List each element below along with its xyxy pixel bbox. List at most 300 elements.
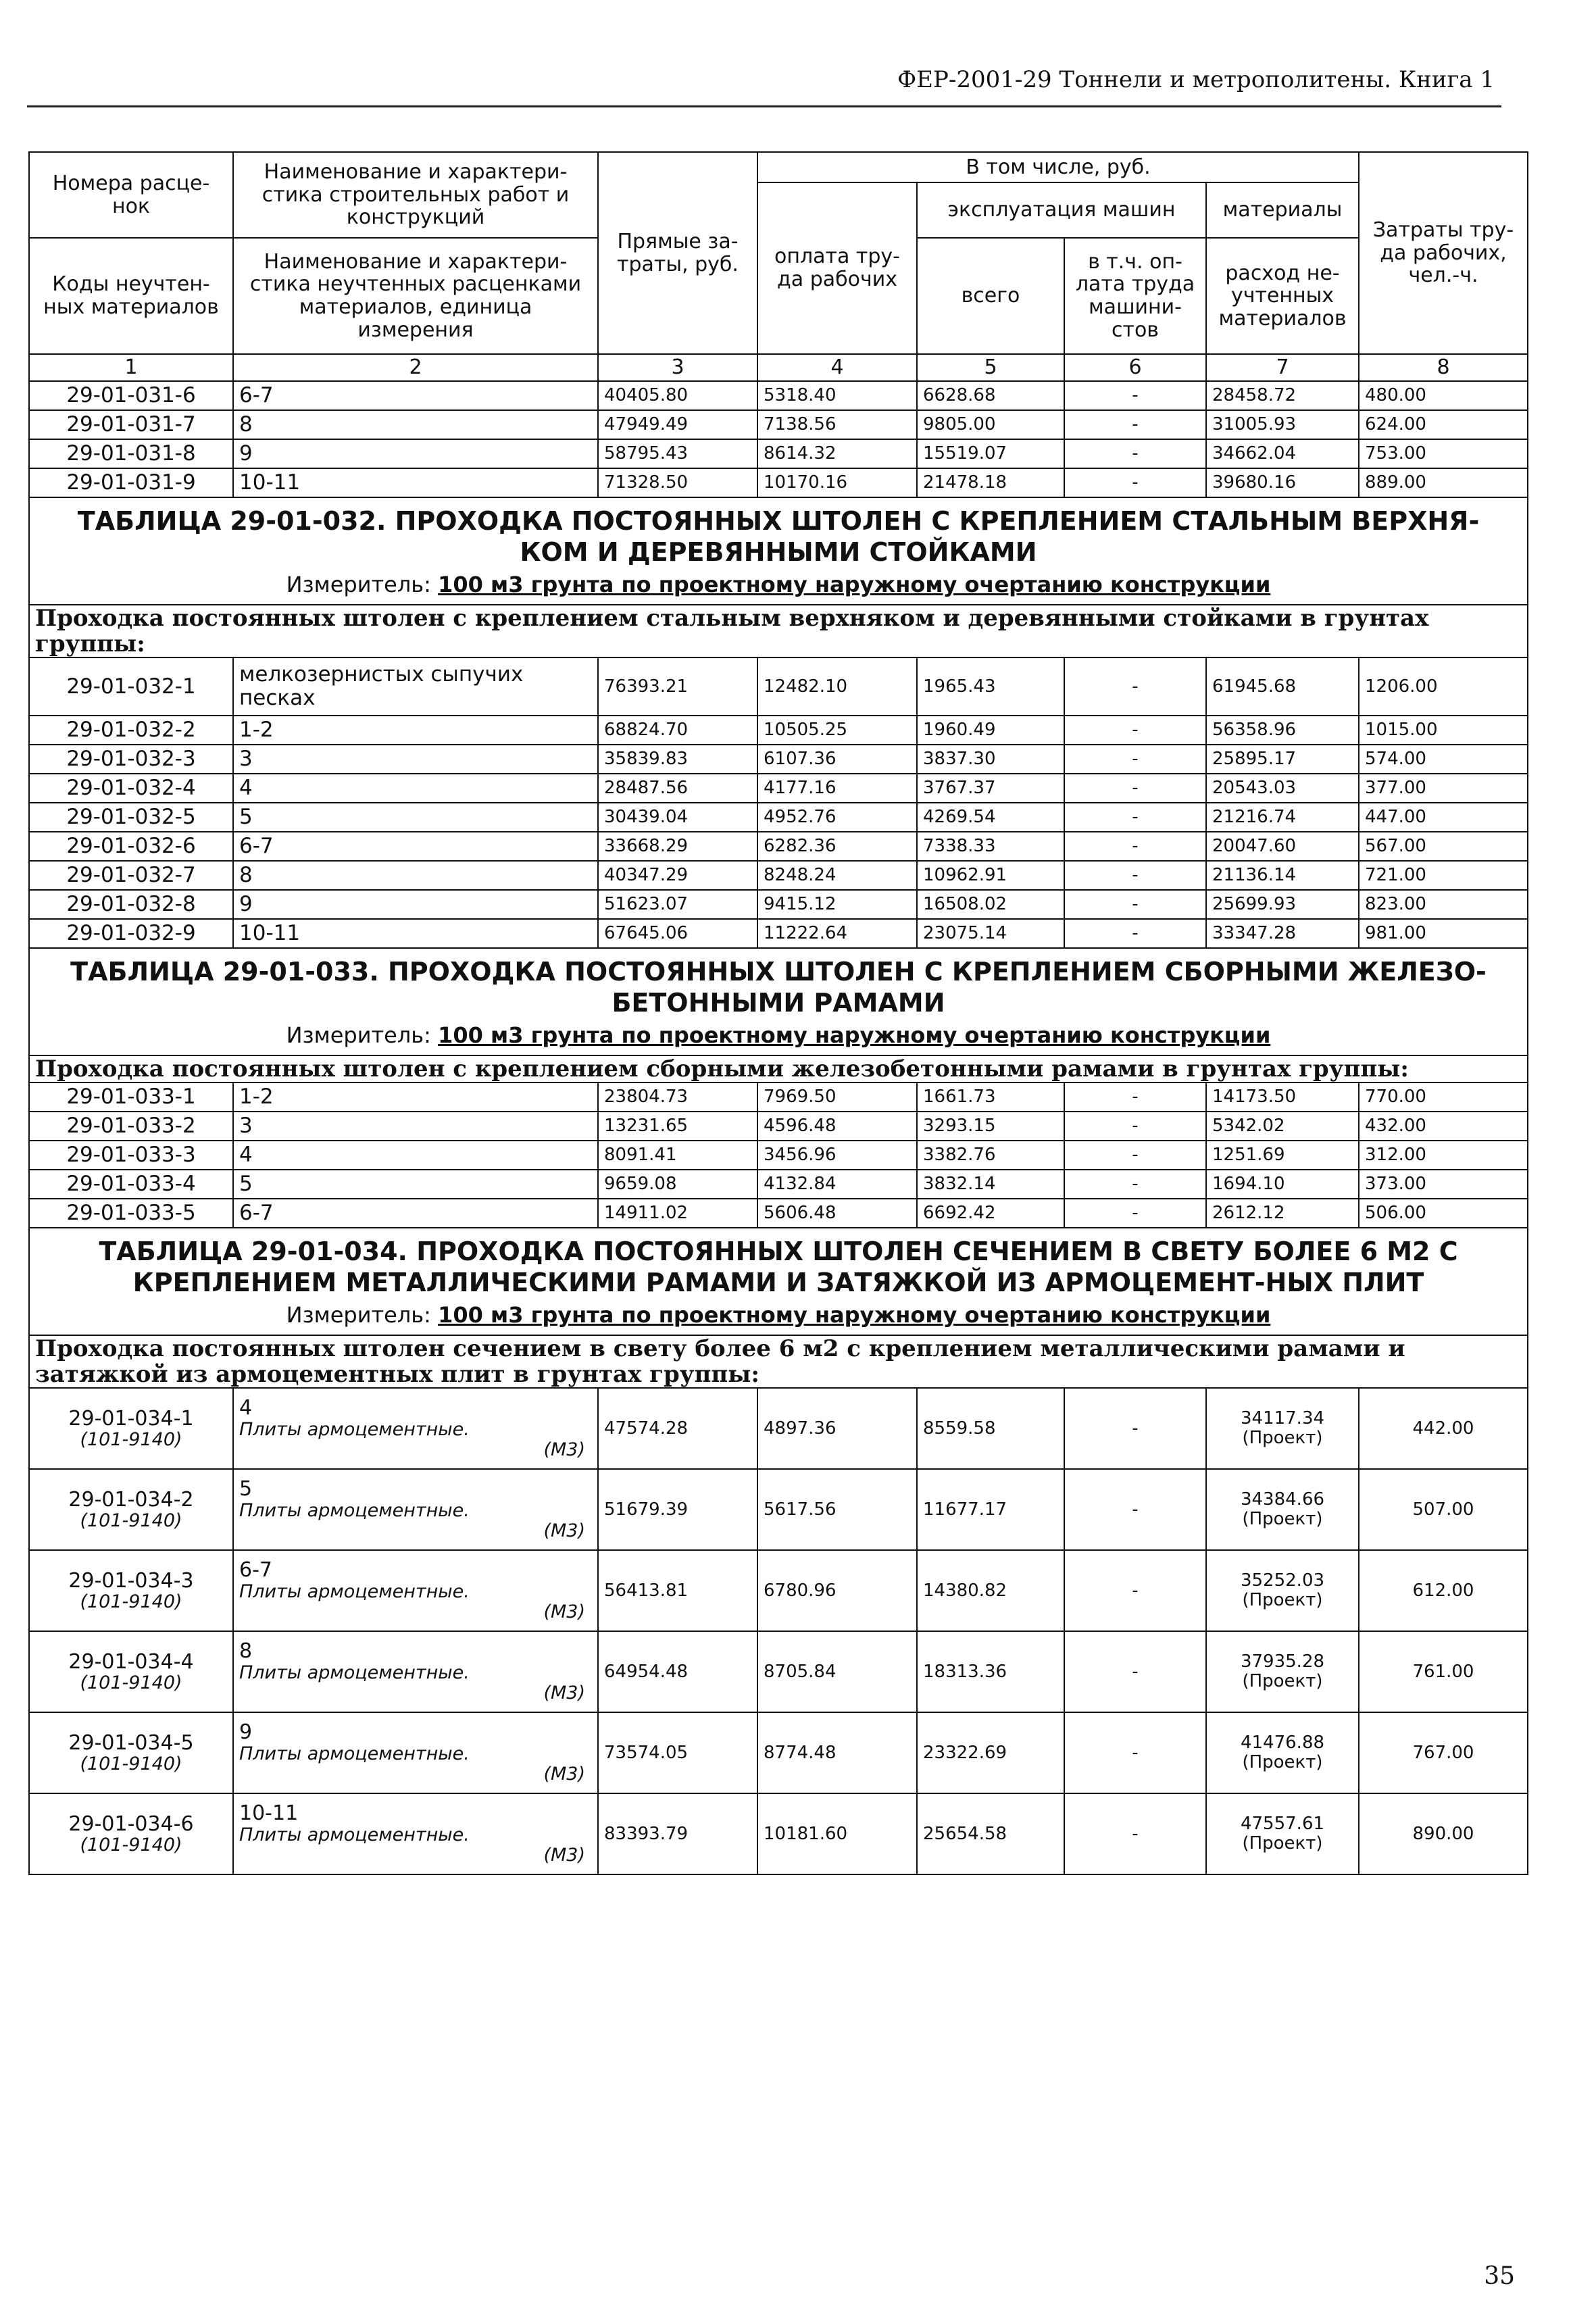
rate-code: 29-01-032-9 xyxy=(29,919,233,948)
materials-cell xyxy=(1206,1388,1359,1469)
wages-cost: 4596.48 xyxy=(757,1112,917,1141)
machine-wages-cost: - xyxy=(1064,410,1206,439)
direct-cost: 13231.65 xyxy=(598,1112,757,1141)
wages-cost: 5617.56 xyxy=(757,1469,917,1550)
materials-cost: 20047.60 xyxy=(1206,832,1359,861)
wages-cost: 6282.36 xyxy=(757,832,917,861)
machines-cost: 9805.00 xyxy=(917,410,1064,439)
labor-hours: 574.00 xyxy=(1359,745,1528,774)
materials-cell xyxy=(1206,1631,1359,1712)
labor-hours: 447.00 xyxy=(1359,803,1528,832)
subheader-text: Проходка постоянных штолен с креплением стальным верхняком и деревянными стойками в грунтах группы: xyxy=(29,605,1528,657)
rate-code: 29-01-033-4 xyxy=(29,1170,233,1199)
direct-cost: 47949.49 xyxy=(598,410,757,439)
labor-hours: 506.00 xyxy=(1359,1199,1528,1228)
rate-name: 9 xyxy=(239,1720,253,1745)
machine-wages-cost: - xyxy=(1064,919,1206,948)
labor-hours: 1015.00 xyxy=(1359,716,1528,745)
materials-cost: 39680.16 xyxy=(1206,468,1359,497)
section-meter xyxy=(35,1298,1522,1335)
index-cell: 3 xyxy=(598,354,757,381)
rate-code: 29-01-032-3 xyxy=(29,745,233,774)
rate-code: 29-01-031-7 xyxy=(29,410,233,439)
hdr-mach-wages: в т.ч. оп-лата труда машини-стов xyxy=(1064,238,1206,354)
rate-name: 5 xyxy=(233,1170,598,1199)
hdr-mat-name: Наименование и характери-стика неучтенных расценками материалов, единица измерения xyxy=(233,238,598,354)
materials-note: (Проект) xyxy=(1242,1833,1323,1854)
machines-cost: 1960.49 xyxy=(917,716,1064,745)
rate-code-cell xyxy=(29,1631,233,1712)
machine-wages-cost: - xyxy=(1064,381,1206,410)
material-name: Плиты армоцементные. xyxy=(239,1581,470,1602)
section-meter xyxy=(35,568,1522,604)
machine-wages-cost: - xyxy=(1064,1631,1206,1712)
materials-cost: 37935.28 xyxy=(1240,1651,1325,1672)
rate-code: 29-01-033-1 xyxy=(29,1082,233,1112)
table-row xyxy=(29,381,1528,410)
machines-cost: 15519.07 xyxy=(917,439,1064,468)
material-name: Плиты армоцементные. xyxy=(239,1743,470,1764)
header-row xyxy=(29,152,1528,182)
machines-cost: 1661.73 xyxy=(917,1082,1064,1112)
materials-cost: 33347.28 xyxy=(1206,919,1359,948)
machine-wages-cost: - xyxy=(1064,861,1206,890)
direct-cost: 56413.81 xyxy=(598,1550,757,1631)
materials-cost: 34117.34 xyxy=(1240,1408,1325,1429)
direct-cost: 68824.70 xyxy=(598,716,757,745)
labor-hours: 312.00 xyxy=(1359,1141,1528,1170)
rate-code: 29-01-033-3 xyxy=(29,1141,233,1170)
material-unit: (М3) xyxy=(543,1683,585,1704)
machines-cost: 1965.43 xyxy=(917,657,1064,716)
table-row xyxy=(29,716,1528,745)
rate-name: 4 xyxy=(233,1141,598,1170)
section-meter xyxy=(35,1018,1522,1055)
header-rule xyxy=(27,105,1501,107)
materials-note: (Проект) xyxy=(1242,1752,1323,1773)
materials-cost: 28458.72 xyxy=(1206,381,1359,410)
machines-cost: 4269.54 xyxy=(917,803,1064,832)
section-title-cell xyxy=(29,497,1528,605)
table-row xyxy=(29,1388,1528,1469)
wages-cost: 10170.16 xyxy=(757,468,917,497)
material-unit: (М3) xyxy=(543,1520,585,1542)
material-unit: (М3) xyxy=(543,1439,585,1461)
table-subheader xyxy=(29,1335,1528,1388)
table-row xyxy=(29,657,1528,716)
rate-name: 3 xyxy=(233,745,598,774)
rate-name-cell xyxy=(233,1550,598,1631)
rate-code: 29-01-032-5 xyxy=(29,803,233,832)
rate-name: 6-7 xyxy=(233,381,598,410)
materials-cost: 1251.69 xyxy=(1206,1141,1359,1170)
wages-cost: 6780.96 xyxy=(757,1550,917,1631)
index-cell: 7 xyxy=(1206,354,1359,381)
rate-code: 29-01-031-8 xyxy=(29,439,233,468)
machine-wages-cost: - xyxy=(1064,832,1206,861)
machines-cost: 7338.33 xyxy=(917,832,1064,861)
labor-hours: 624.00 xyxy=(1359,410,1528,439)
material-code: (101-9140) xyxy=(80,1672,182,1694)
index-cell: 1 xyxy=(29,354,233,381)
labor-hours: 377.00 xyxy=(1359,774,1528,803)
machines-cost: 21478.18 xyxy=(917,468,1064,497)
machines-cost: 16508.02 xyxy=(917,890,1064,919)
index-cell: 2 xyxy=(233,354,598,381)
rate-code: 29-01-034-6 xyxy=(68,1812,194,1836)
rate-name: 4 xyxy=(233,774,598,803)
table-row xyxy=(29,832,1528,861)
index-row xyxy=(29,354,1528,381)
rate-code-cell xyxy=(29,1388,233,1469)
machine-wages-cost: - xyxy=(1064,745,1206,774)
section-title: ТАБЛИЦА 29-01-034. ПРОХОДКА ПОСТОЯННЫХ ШТОЛЕН СЕЧЕНИЕМ В СВЕТУ БОЛЕЕ 6 М2 С КРЕПЛЕНИЕМ МЕТАЛЛИЧЕСКИМИ РАМАМИ И ЗАТЯЖКОЙ ИЗ АРМОЦЕМЕНТ-НЫХ ПЛИТ xyxy=(99,1237,1458,1297)
labor-hours: 770.00 xyxy=(1359,1082,1528,1112)
material-code: (101-9140) xyxy=(80,1753,182,1775)
table-row xyxy=(29,1550,1528,1631)
direct-cost: 67645.06 xyxy=(598,919,757,948)
labor-hours: 442.00 xyxy=(1359,1388,1528,1469)
materials-cost: 21136.14 xyxy=(1206,861,1359,890)
machine-wages-cost: - xyxy=(1064,1550,1206,1631)
direct-cost: 71328.50 xyxy=(598,468,757,497)
machines-cost: 25654.58 xyxy=(917,1793,1064,1874)
wages-cost: 5318.40 xyxy=(757,381,917,410)
labor-hours: 889.00 xyxy=(1359,468,1528,497)
materials-cost: 1694.10 xyxy=(1206,1170,1359,1199)
wages-cost: 12482.10 xyxy=(757,657,917,716)
labor-hours: 753.00 xyxy=(1359,439,1528,468)
rate-code: 29-01-031-6 xyxy=(29,381,233,410)
machine-wages-cost: - xyxy=(1064,1469,1206,1550)
table-row xyxy=(29,1712,1528,1793)
material-unit: (М3) xyxy=(543,1845,585,1866)
labor-hours: 507.00 xyxy=(1359,1469,1528,1550)
rate-name-cell xyxy=(233,1469,598,1550)
materials-cost: 56358.96 xyxy=(1206,716,1359,745)
rate-code: 29-01-033-2 xyxy=(29,1112,233,1141)
rate-code: 29-01-032-7 xyxy=(29,861,233,890)
material-name: Плиты армоцементные. xyxy=(239,1824,470,1845)
machines-cost: 3382.76 xyxy=(917,1141,1064,1170)
materials-cost: 14173.50 xyxy=(1206,1082,1359,1112)
wages-cost: 11222.64 xyxy=(757,919,917,948)
direct-cost: 40405.80 xyxy=(598,381,757,410)
rates-grid xyxy=(28,151,1528,1875)
machine-wages-cost: - xyxy=(1064,1082,1206,1112)
table-subheader xyxy=(29,1055,1528,1082)
rate-name-cell xyxy=(233,1388,598,1469)
table-row xyxy=(29,1793,1528,1874)
labor-hours: 567.00 xyxy=(1359,832,1528,861)
running-header: ФЕР-2001-29 Тоннели и метрополитены. Книга 1 xyxy=(897,66,1495,93)
direct-cost: 58795.43 xyxy=(598,439,757,468)
table-row xyxy=(29,861,1528,890)
rate-code: 29-01-034-5 xyxy=(68,1731,194,1755)
machine-wages-cost: - xyxy=(1064,1388,1206,1469)
wages-cost: 3456.96 xyxy=(757,1141,917,1170)
direct-cost: 9659.08 xyxy=(598,1170,757,1199)
materials-cost: 20543.03 xyxy=(1206,774,1359,803)
rate-code: 29-01-034-4 xyxy=(68,1649,194,1674)
table-row xyxy=(29,468,1528,497)
material-code: (101-9140) xyxy=(80,1429,182,1451)
direct-cost: 23804.73 xyxy=(598,1082,757,1112)
direct-cost: 73574.05 xyxy=(598,1712,757,1793)
wages-cost: 4952.76 xyxy=(757,803,917,832)
rate-name: 10-11 xyxy=(233,468,598,497)
machines-cost: 3832.14 xyxy=(917,1170,1064,1199)
labor-hours: 721.00 xyxy=(1359,861,1528,890)
table-section-header xyxy=(29,497,1528,605)
machines-cost: 10962.91 xyxy=(917,861,1064,890)
rate-name: 8 xyxy=(239,1639,253,1664)
labor-hours: 480.00 xyxy=(1359,381,1528,410)
rate-name: 9 xyxy=(233,439,598,468)
direct-cost: 30439.04 xyxy=(598,803,757,832)
materials-cell xyxy=(1206,1793,1359,1874)
labor-hours: 890.00 xyxy=(1359,1793,1528,1874)
machines-cost: 18313.36 xyxy=(917,1631,1064,1712)
section-title-cell xyxy=(29,948,1528,1055)
table-row xyxy=(29,745,1528,774)
table-row xyxy=(29,1112,1528,1141)
rate-name: 10-11 xyxy=(239,1801,299,1826)
materials-note: (Проект) xyxy=(1242,1428,1323,1449)
direct-cost: 33668.29 xyxy=(598,832,757,861)
machines-cost: 3293.15 xyxy=(917,1112,1064,1141)
wages-cost: 4897.36 xyxy=(757,1388,917,1469)
materials-cell xyxy=(1206,1550,1359,1631)
table-row xyxy=(29,890,1528,919)
machines-cost: 8559.58 xyxy=(917,1388,1064,1469)
machine-wages-cost: - xyxy=(1064,1793,1206,1874)
materials-cost: 25699.93 xyxy=(1206,890,1359,919)
material-name: Плиты армоцементные. xyxy=(239,1500,470,1521)
meter-label: Измеритель: xyxy=(286,1022,431,1049)
table-subheader xyxy=(29,605,1528,657)
hdr-code: Номера расце-нок xyxy=(29,152,233,238)
hdr-labor: Затраты тру-да рабочих, чел.-ч. xyxy=(1359,152,1528,354)
table-row xyxy=(29,1631,1528,1712)
wages-cost: 8248.24 xyxy=(757,861,917,890)
table-row xyxy=(29,439,1528,468)
rate-code: 29-01-032-8 xyxy=(29,890,233,919)
wages-cost: 7138.56 xyxy=(757,410,917,439)
meter-label: Измеритель: xyxy=(286,572,431,598)
machine-wages-cost: - xyxy=(1064,890,1206,919)
rate-name: мелкозернистых сыпучих песках xyxy=(233,657,598,716)
materials-cost: 61945.68 xyxy=(1206,657,1359,716)
table-section-header xyxy=(29,1228,1528,1335)
machine-wages-cost: - xyxy=(1064,657,1206,716)
subheader-text: Проходка постоянных штолен сечением в свету более 6 м2 с креплением металлическими рамами и затяжкой из армоцементных плит в грунтах группы: xyxy=(29,1335,1528,1388)
wages-cost: 8614.32 xyxy=(757,439,917,468)
table-section-header xyxy=(29,948,1528,1055)
materials-cost: 35252.03 xyxy=(1240,1570,1325,1591)
section-title: ТАБЛИЦА 29-01-032. ПРОХОДКА ПОСТОЯННЫХ ШТОЛЕН С КРЕПЛЕНИЕМ СТАЛЬНЫМ ВЕРХНЯ-КОМ И ДЕРЕВЯННЫМИ СТОЙКАМИ xyxy=(77,506,1480,567)
hdr-wages: оплата тру-да рабочих xyxy=(757,182,917,354)
labor-hours: 1206.00 xyxy=(1359,657,1528,716)
rate-name: 8 xyxy=(233,861,598,890)
hdr-incl: В том числе, руб. xyxy=(757,152,1359,182)
rate-name: 8 xyxy=(233,410,598,439)
direct-cost: 76393.21 xyxy=(598,657,757,716)
rate-name: 10-11 xyxy=(233,919,598,948)
rate-name: 1-2 xyxy=(233,716,598,745)
hdr-mach-total: всего xyxy=(917,238,1064,354)
direct-cost: 14911.02 xyxy=(598,1199,757,1228)
machine-wages-cost: - xyxy=(1064,1141,1206,1170)
wages-cost: 10505.25 xyxy=(757,716,917,745)
meter-value: 100 м3 грунта по проектному наружному очертанию конструкции xyxy=(438,1302,1271,1328)
page-number: 35 xyxy=(1484,2262,1515,2290)
table-row xyxy=(29,1199,1528,1228)
materials-cost: 25895.17 xyxy=(1206,745,1359,774)
machines-cost: 23322.69 xyxy=(917,1712,1064,1793)
material-name: Плиты армоцементные. xyxy=(239,1419,470,1440)
meter-label: Измеритель: xyxy=(286,1302,431,1328)
machines-cost: 6628.68 xyxy=(917,381,1064,410)
wages-cost: 4177.16 xyxy=(757,774,917,803)
labor-hours: 981.00 xyxy=(1359,919,1528,948)
rate-name: 6-7 xyxy=(239,1558,272,1583)
meter-value: 100 м3 грунта по проектному наружному очертанию конструкции xyxy=(438,572,1271,598)
hdr-direct: Прямые за-траты, руб. xyxy=(598,152,757,354)
rate-name: 1-2 xyxy=(233,1082,598,1112)
machine-wages-cost: - xyxy=(1064,803,1206,832)
labor-hours: 761.00 xyxy=(1359,1631,1528,1712)
rate-code: 29-01-032-4 xyxy=(29,774,233,803)
direct-cost: 47574.28 xyxy=(598,1388,757,1469)
direct-cost: 40347.29 xyxy=(598,861,757,890)
table-row xyxy=(29,803,1528,832)
machine-wages-cost: - xyxy=(1064,439,1206,468)
materials-cost: 47557.61 xyxy=(1240,1814,1325,1835)
rate-code-cell xyxy=(29,1550,233,1631)
material-code: (101-9140) xyxy=(80,1591,182,1613)
section-title: ТАБЛИЦА 29-01-033. ПРОХОДКА ПОСТОЯННЫХ ШТОЛЕН С КРЕПЛЕНИЕМ СБОРНЫМИ ЖЕЛЕЗО-БЕТОННЫМИ РАМАМИ xyxy=(70,957,1487,1018)
rate-name: 6-7 xyxy=(233,1199,598,1228)
index-cell: 6 xyxy=(1064,354,1206,381)
rate-name-cell xyxy=(233,1631,598,1712)
labor-hours: 432.00 xyxy=(1359,1112,1528,1141)
materials-cost: 31005.93 xyxy=(1206,410,1359,439)
direct-cost: 35839.83 xyxy=(598,745,757,774)
direct-cost: 51623.07 xyxy=(598,890,757,919)
materials-cost: 2612.12 xyxy=(1206,1199,1359,1228)
rate-name: 9 xyxy=(233,890,598,919)
index-cell: 4 xyxy=(757,354,917,381)
wages-cost: 7969.50 xyxy=(757,1082,917,1112)
machine-wages-cost: - xyxy=(1064,468,1206,497)
labor-hours: 612.00 xyxy=(1359,1550,1528,1631)
machines-cost: 3837.30 xyxy=(917,745,1064,774)
machines-cost: 23075.14 xyxy=(917,919,1064,948)
meter-value: 100 м3 грунта по проектному наружному очертанию конструкции xyxy=(438,1022,1271,1049)
wages-cost: 8774.48 xyxy=(757,1712,917,1793)
machine-wages-cost: - xyxy=(1064,1199,1206,1228)
table-row xyxy=(29,919,1528,948)
wages-cost: 10181.60 xyxy=(757,1793,917,1874)
materials-note: (Проект) xyxy=(1242,1590,1323,1611)
rate-name: 4 xyxy=(239,1396,253,1420)
materials-cost: 5342.02 xyxy=(1206,1112,1359,1141)
direct-cost: 51679.39 xyxy=(598,1469,757,1550)
wages-cost: 9415.12 xyxy=(757,890,917,919)
materials-cost: 34384.66 xyxy=(1240,1489,1325,1510)
rate-name: 5 xyxy=(233,803,598,832)
machine-wages-cost: - xyxy=(1064,774,1206,803)
machine-wages-cost: - xyxy=(1064,1712,1206,1793)
table-row xyxy=(29,1141,1528,1170)
rate-code: 29-01-033-5 xyxy=(29,1199,233,1228)
material-unit: (М3) xyxy=(543,1764,585,1785)
rate-code: 29-01-034-3 xyxy=(68,1568,194,1593)
table-row xyxy=(29,410,1528,439)
direct-cost: 64954.48 xyxy=(598,1631,757,1712)
rate-code: 29-01-032-2 xyxy=(29,716,233,745)
hdr-machines: эксплуатация машин xyxy=(917,182,1206,238)
machine-wages-cost: - xyxy=(1064,716,1206,745)
wages-cost: 4132.84 xyxy=(757,1170,917,1199)
labor-hours: 823.00 xyxy=(1359,890,1528,919)
hdr-materials: материалы xyxy=(1206,182,1359,238)
price-table xyxy=(28,151,1527,1875)
table-row xyxy=(29,774,1528,803)
wages-cost: 6107.36 xyxy=(757,745,917,774)
hdr-mat-use: расход не-учтенных материалов xyxy=(1206,238,1359,354)
direct-cost: 8091.41 xyxy=(598,1141,757,1170)
section-title-cell xyxy=(29,1228,1528,1335)
materials-note: (Проект) xyxy=(1242,1671,1323,1692)
materials-cost: 21216.74 xyxy=(1206,803,1359,832)
hdr-mat-code: Коды неучтен-ных материалов xyxy=(29,238,233,354)
materials-cost: 34662.04 xyxy=(1206,439,1359,468)
rate-name: 3 xyxy=(233,1112,598,1141)
index-cell: 8 xyxy=(1359,354,1528,381)
rate-code: 29-01-034-1 xyxy=(68,1406,194,1430)
rate-name: 5 xyxy=(239,1477,253,1501)
machines-cost: 14380.82 xyxy=(917,1550,1064,1631)
materials-cell xyxy=(1206,1469,1359,1550)
rate-code-cell xyxy=(29,1469,233,1550)
machine-wages-cost: - xyxy=(1064,1170,1206,1199)
material-code: (101-9140) xyxy=(80,1510,182,1532)
machines-cost: 3767.37 xyxy=(917,774,1064,803)
index-cell: 5 xyxy=(917,354,1064,381)
rate-code-cell xyxy=(29,1712,233,1793)
machines-cost: 6692.42 xyxy=(917,1199,1064,1228)
table-row xyxy=(29,1170,1528,1199)
rate-code-cell xyxy=(29,1793,233,1874)
subheader-text: Проходка постоянных штолен с креплением сборными железобетонными рамами в грунтах группы: xyxy=(29,1055,1528,1082)
rate-code: 29-01-032-6 xyxy=(29,832,233,861)
rate-code: 29-01-031-9 xyxy=(29,468,233,497)
table-row xyxy=(29,1082,1528,1112)
direct-cost: 83393.79 xyxy=(598,1793,757,1874)
material-unit: (М3) xyxy=(543,1601,585,1623)
rate-name-cell xyxy=(233,1793,598,1874)
rate-name: 6-7 xyxy=(233,832,598,861)
materials-note: (Проект) xyxy=(1242,1509,1323,1530)
hdr-name: Наименование и характери-стика строительных работ и конструкций xyxy=(233,152,598,238)
wages-cost: 5606.48 xyxy=(757,1199,917,1228)
material-code: (101-9140) xyxy=(80,1835,182,1856)
machine-wages-cost: - xyxy=(1064,1112,1206,1141)
materials-cell xyxy=(1206,1712,1359,1793)
rate-code: 29-01-034-2 xyxy=(68,1487,194,1512)
